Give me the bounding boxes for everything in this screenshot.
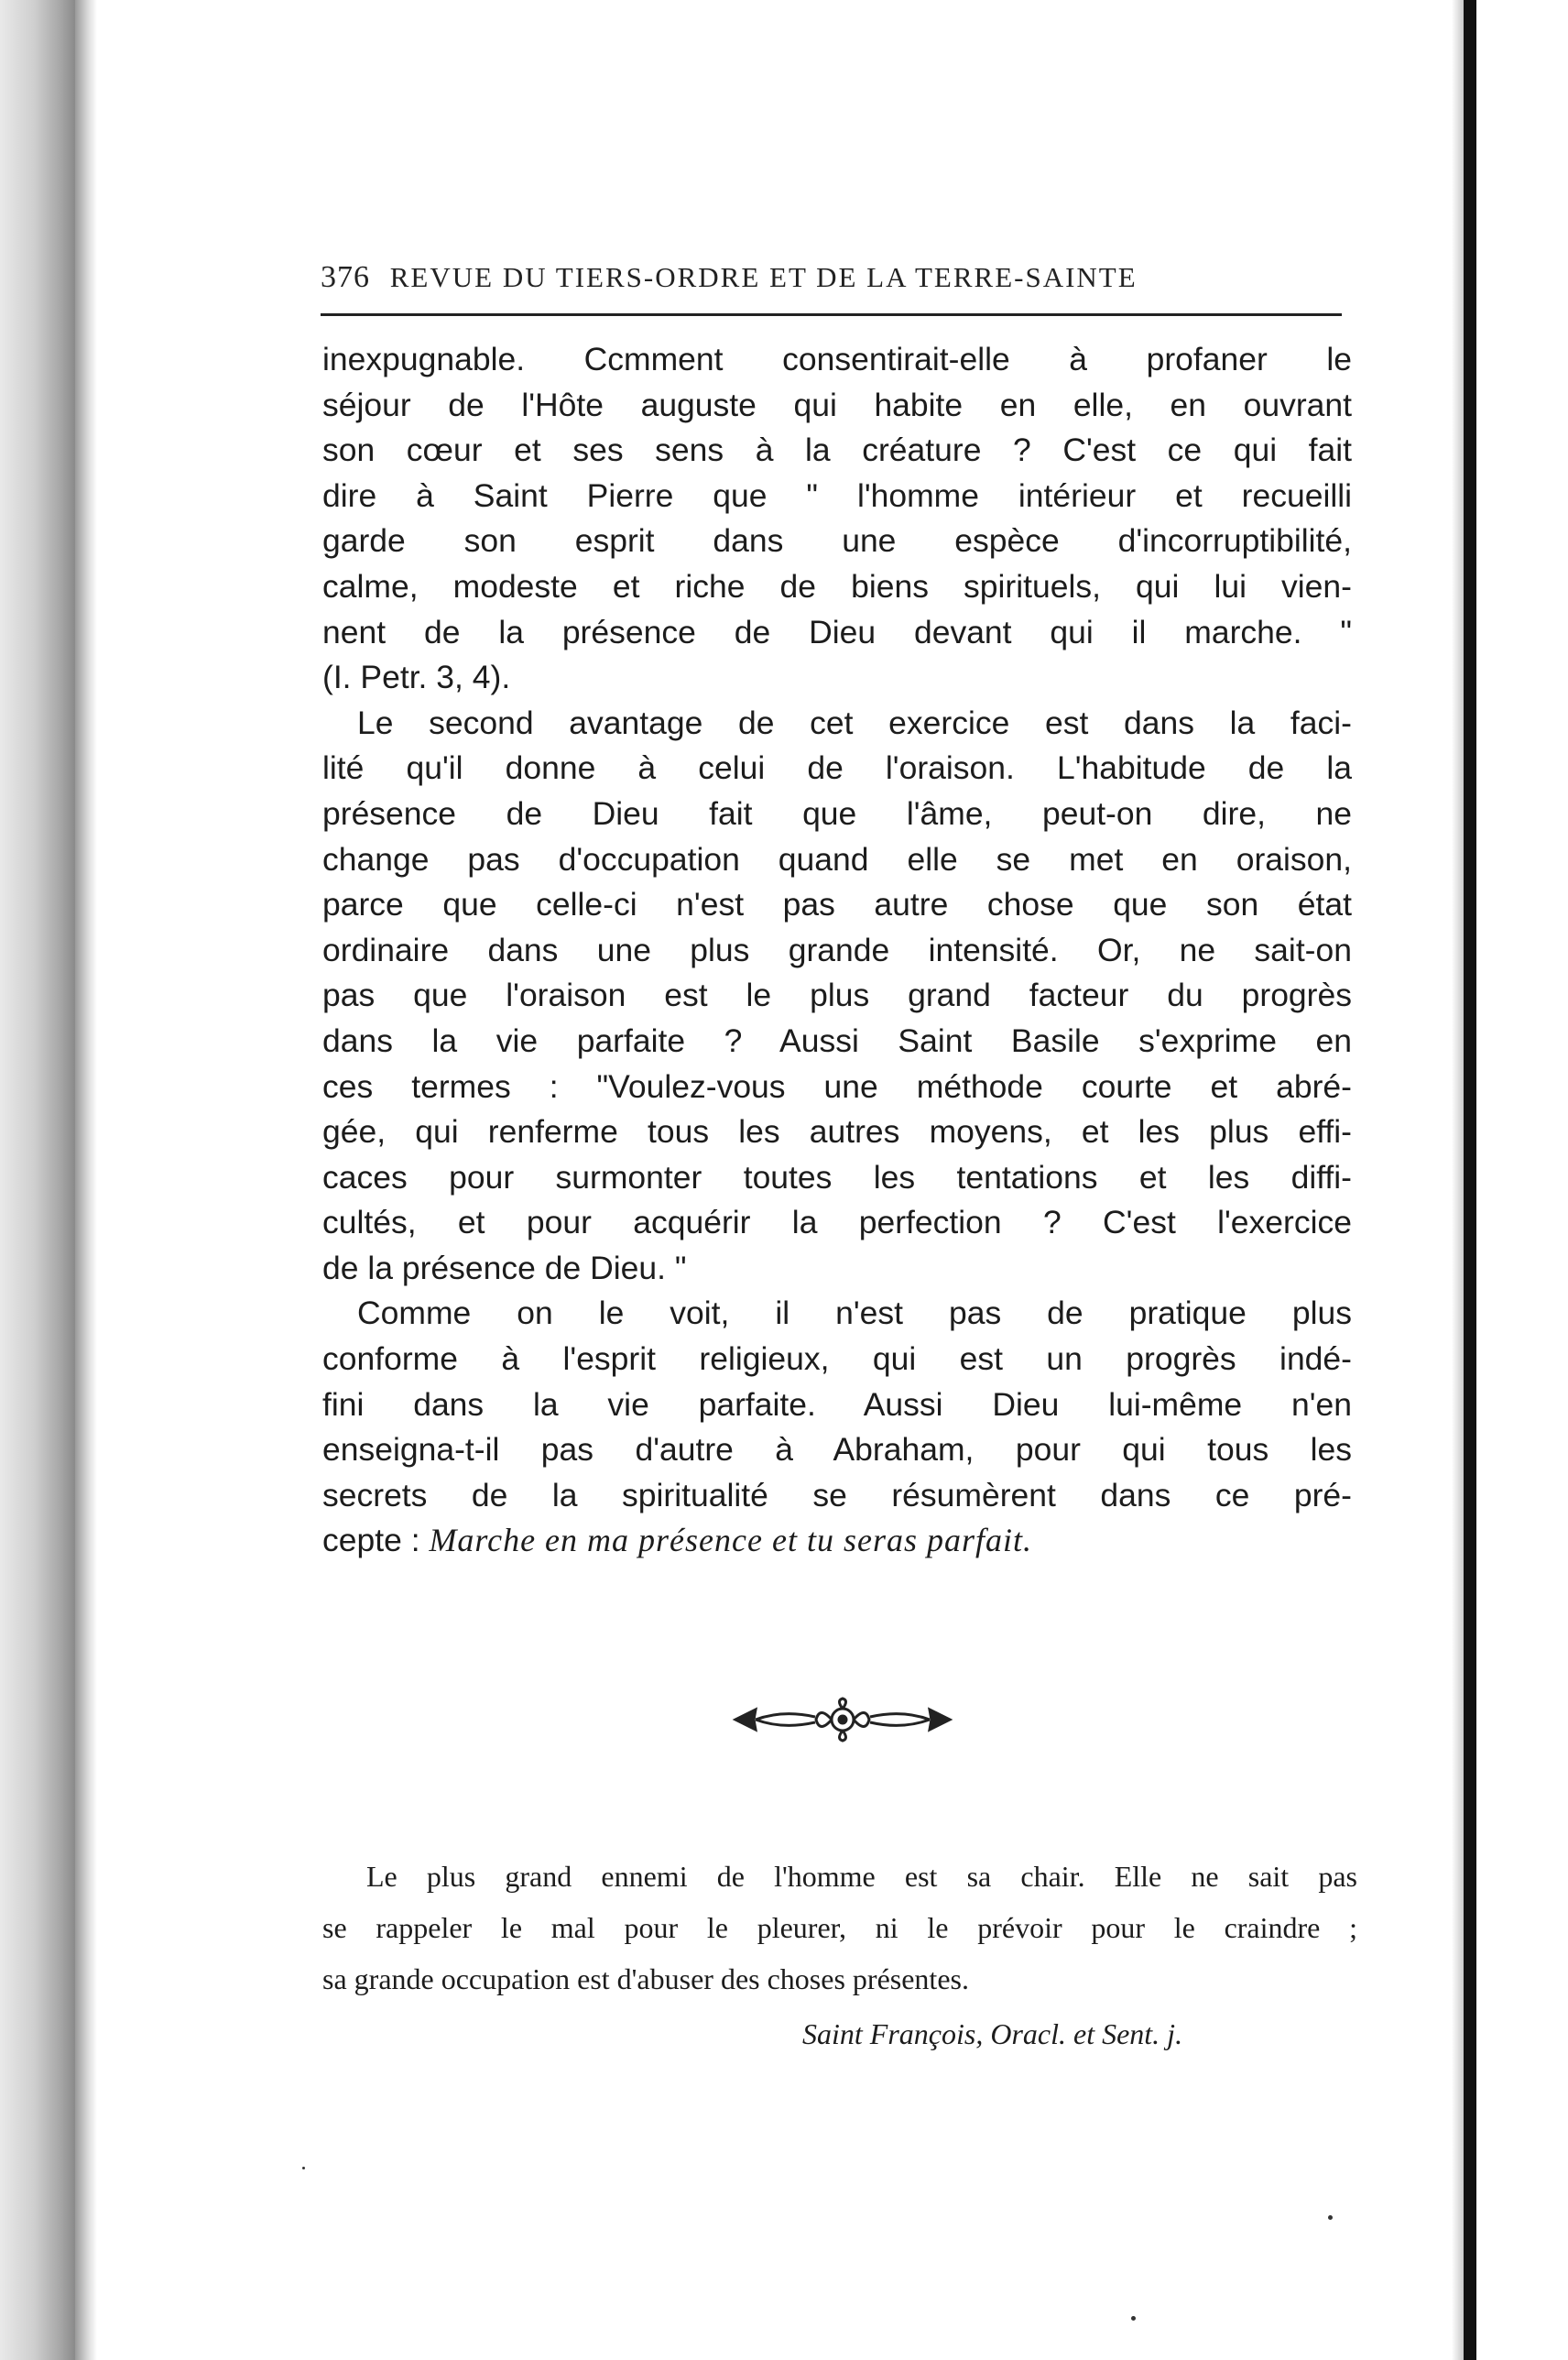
quote-attribution: Saint François, Oracl. et Sent. j. [802, 2017, 1183, 2050]
body-line: lité qu'il donne à celui de l'oraison. L'habitude de la [322, 749, 1352, 787]
page-edge-shadow [1452, 0, 1464, 2360]
body-line: calme, modeste et riche de biens spirituels, qui lui vien- [322, 567, 1352, 605]
body-line: ordinaire dans une plus grande intensité. Or, ne sait-on [322, 931, 1352, 968]
body-line: de la présence de Dieu. " [322, 1249, 687, 1286]
body-line: secrets de la spiritualité se résumèrent dans ce pré- [322, 1476, 1352, 1513]
epigraph-quote [322, 1851, 1357, 2005]
body-line: dans la vie parfaite ? Aussi Saint Basile s'exprime en [322, 1022, 1352, 1059]
page-border-right [1464, 0, 1476, 2360]
body-line: pas que l'oraison est le plus grand facteur du progrès [322, 977, 1352, 1014]
scan-speck [302, 2167, 305, 2169]
body-line: conforme à l'esprit religieux, qui est un progrès indé- [322, 1340, 1352, 1378]
final-line-prefix: cepte : [322, 1522, 430, 1559]
body-line: Le second avantage de cet exercice est dans la faci- [357, 704, 1352, 741]
body-line-final [322, 1518, 1352, 1564]
fleuron-ornament-icon [728, 1697, 957, 1743]
body-line: nent de la présence de Dieu devant qui il marche. " [322, 613, 1352, 650]
body-line: enseigna-t-il pas d'autre à Abraham, pour qui tous les [322, 1431, 1352, 1469]
body-line: gée, qui renferme tous les autres moyens, et les plus effi- [322, 1113, 1352, 1151]
body-line: parce que celle-ci n'est pas autre chose que son état [322, 886, 1352, 923]
body-line: cultés, et pour acquérir la perfection ? C'est l'exercice [322, 1204, 1352, 1241]
body-line: ces termes : "Voulez-vous une méthode courte et abré- [322, 1067, 1352, 1105]
body-line: fini dans la vie parfaite. Aussi Dieu lui-même n'en [322, 1385, 1352, 1423]
quote-line: Le plus grand ennemi de l'homme est sa chair. Elle ne sait pas [366, 1860, 1357, 1893]
page-number: 376 [321, 260, 370, 294]
body-line: Comme on le voit, il n'est pas de pratique plus [357, 1295, 1352, 1332]
page-spine-shadow [0, 0, 75, 2360]
quote-line: se rappeler le mal pour le pleurer, ni le prévoir pour le craindre ; [322, 1911, 1357, 1944]
scan-speck [1328, 2215, 1333, 2220]
body-line: son cœur et ses sens à la créature ? C'est ce qui fait [322, 432, 1352, 469]
header-rule [321, 313, 1342, 316]
running-title: REVUE DU TIERS-ORDRE ET DE LA TERRE-SAINTE [389, 261, 1138, 293]
running-header [321, 260, 1342, 304]
body-line: inexpugnable. Ccmment consentirait-elle à profaner le [322, 341, 1352, 377]
body-line: change pas d'occupation quand elle se met en oraison, [322, 840, 1352, 878]
body-line: dire à Saint Pierre que " l'homme intérieur et recueilli [322, 476, 1352, 514]
body-line: garde son esprit dans une espèce d'incorruptibilité, [322, 522, 1352, 560]
body-line: présence de Dieu fait que l'âme, peut-on dire, ne [322, 794, 1352, 832]
body-line: séjour de l'Hôte auguste qui habite en elle, en ouvrant [322, 386, 1352, 423]
body-line: caces pour surmonter toutes les tentations et les diffi- [322, 1158, 1352, 1196]
scan-speck [1131, 2316, 1136, 2321]
article-body [322, 337, 1352, 1564]
italic-precept: Marche en ma présence et tu seras parfait. [429, 1522, 1032, 1559]
page-gutter [75, 0, 97, 2360]
body-line: (I. Petr. 3, 4). [322, 659, 511, 696]
quote-line: sa grande occupation est d'abuser des choses présentes. [322, 1962, 969, 1995]
adjacent-page-margin [1476, 0, 1568, 2360]
